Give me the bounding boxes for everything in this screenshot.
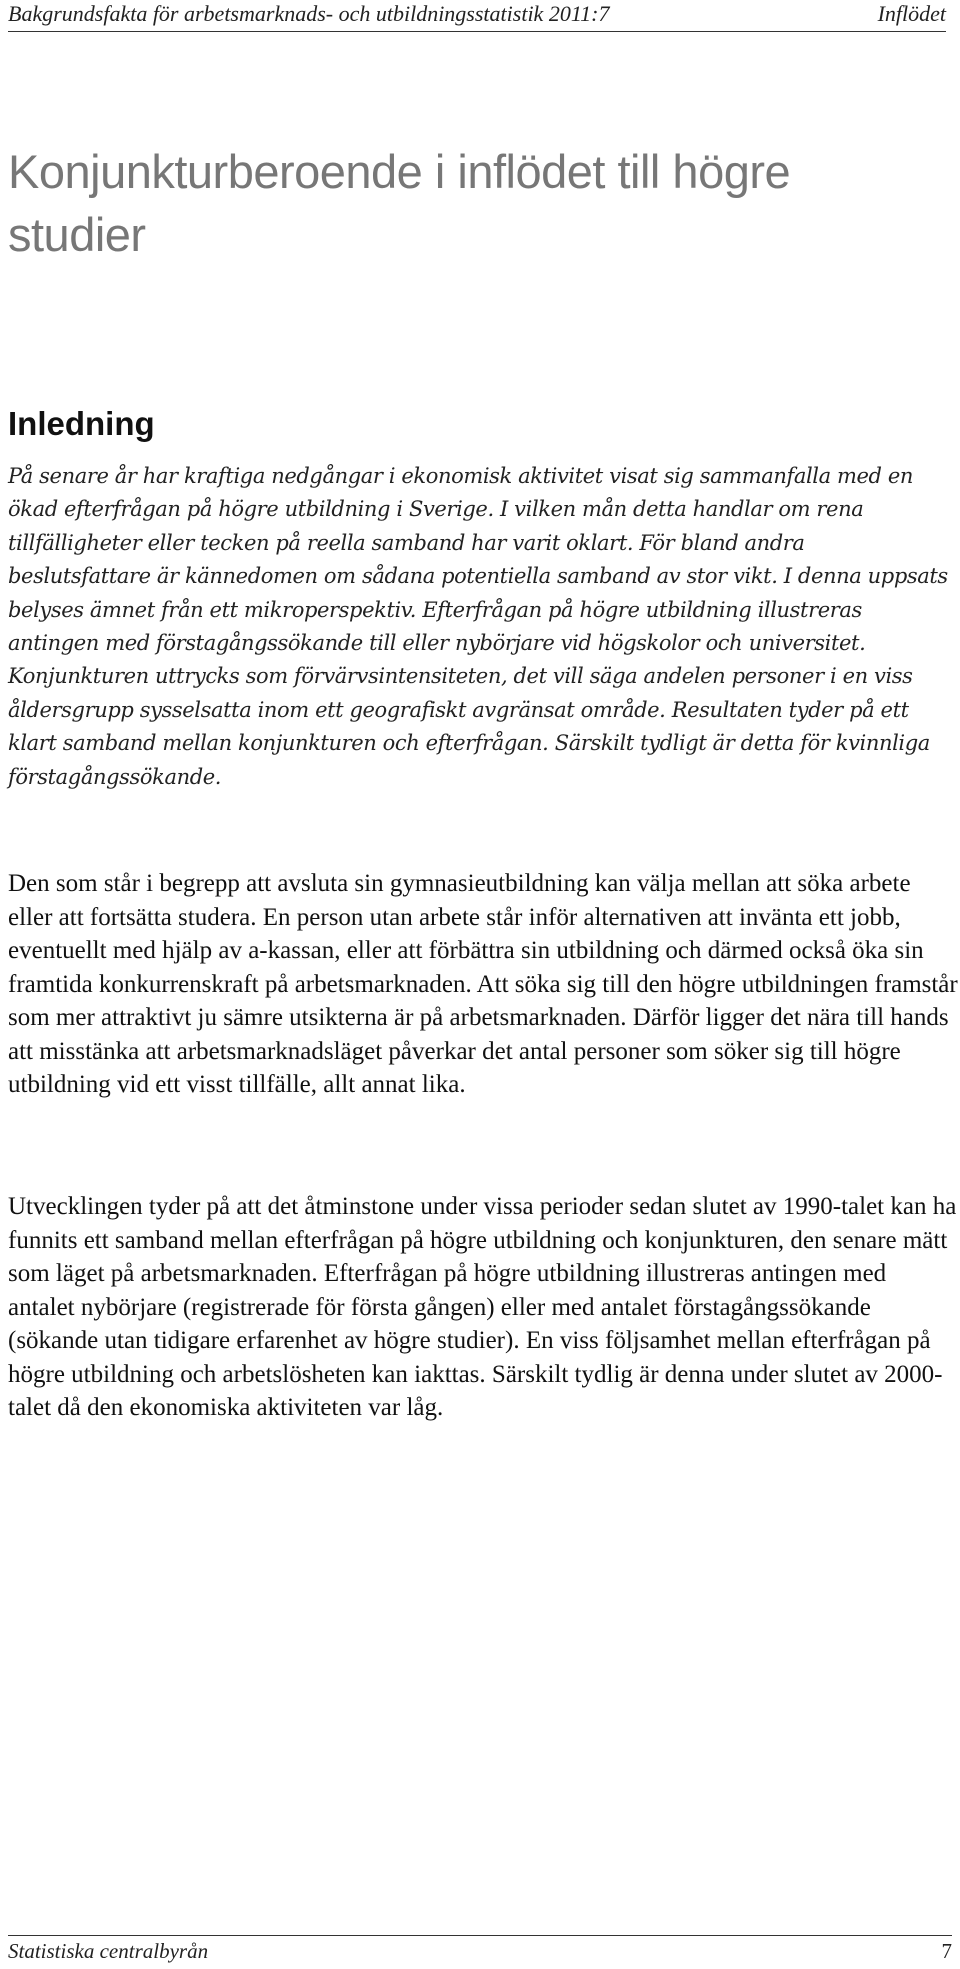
page-header	[8, 0, 946, 34]
footer-divider	[8, 1935, 952, 1936]
header-divider	[8, 31, 946, 32]
publisher-name: Statistiska centralbyrån	[8, 1939, 209, 1963]
publication-title: Bakgrundsfakta för arbetsmarknads- och utbildningsstatistik 2011:7	[8, 1, 610, 26]
page-title: Konjunkturberoende i inflödet till högre studier	[8, 145, 791, 261]
body-paragraph-2: Utvecklingen tyder på att det åtminstone under vissa perioder sedan slutet av 1990-talet kan ha funnits ett samband mellan efterfrågan på högre utbildning och konjunkturen, den senare mätt som läget på arbetsmarknaden. Efterfrågan på högre utbildning illustreras antingen med antalet nybörjare (registrerade för första gången) eller med antalet förstagångssökande (sökande utan tidigare erfarenhet av högre studier). En viss följsamhet mellan efterfrågan på högre utbildning och arbetslösheten kan iakttas. Särskilt tydlig är denna under slutet av 2000-talet då den ekonomiska aktiviteten var låg.	[8, 1193, 957, 1421]
page-footer	[8, 1935, 952, 1965]
abstract-paragraph: På senare år har kraftiga nedgångar i ekonomisk aktivitet visat sig sammanfalla med en ökad efterfrågan på högre utbildning i Sverige. I vilken mån detta handlar om rena tillfälligheter eller tecken på reella samband har varit oklart. För bland andra beslutsfattare är kännedomen om sådana potentiella samband av stor vikt. I denna uppsats belyses ämnet från ett mikroperspektiv. Efterfrågan på högre utbildning illustreras antingen med förstagångssökande till eller nybörjare vid högskolor och universitet. Konjunkturen uttrycks som förvärvsintensiteten, det vill säga andelen personer i en viss åldersgrupp sysselsatta inom ett geografiskt avgränsat område. Resultaten tyder på ett klart samband mellan konjunkturen och efterfrågan. Särskilt tydligt är detta för kvinnliga förstagångssökande.	[8, 464, 948, 789]
section-label: Inflödet	[877, 1, 946, 26]
section-heading: Inledning	[8, 405, 155, 442]
body-paragraph-1: Den som står i begrepp att avsluta sin gymnasieutbildning kan välja mellan att söka arbete eller att fortsätta studera. En person utan arbete står inför alternativen att invänta ett jobb, eventuellt med hjälp av a-kassan, eller att förbättra sin utbildning och därmed också öka sin framtida konkurrenskraft på arbetsmarknaden. Att söka sig till den högre utbildningen framstår som mer attraktivt ju sämre utsikterna är på arbetsmarknaden. Därför ligger det nära till hands att misstänka att arbetsmarknadsläget påverkar det antal personer som söker sig till högre utbildning vid ett visst tillfälle, allt annat lika.	[8, 870, 958, 1098]
page-number: 7	[941, 1939, 952, 1963]
